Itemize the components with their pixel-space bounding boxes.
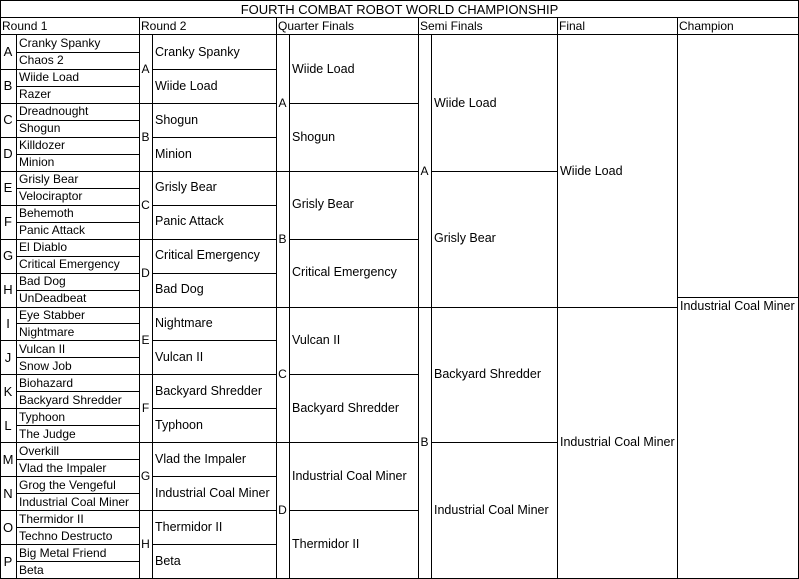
round1-group-label: J xyxy=(4,349,12,365)
quarter-final-robot-name: Backyard Shredder xyxy=(292,401,400,416)
round1-row-divider xyxy=(16,561,139,562)
round1-group-divider xyxy=(0,239,16,240)
quarter-final-row-divider xyxy=(289,171,418,172)
round2-row-divider xyxy=(152,374,276,375)
round1-row-divider xyxy=(16,69,139,70)
quarter-final-group-divider xyxy=(276,171,289,172)
quarter-final-robot-name: Thermidor II xyxy=(292,536,360,551)
column-header-2: Round 2 xyxy=(141,19,187,33)
round1-row-divider xyxy=(16,120,139,121)
round1-group-label: G xyxy=(2,248,14,264)
semi-final-group-divider xyxy=(418,307,431,308)
round1-robot-name: Grisly Bear xyxy=(19,172,79,187)
round1-group-divider xyxy=(0,103,16,104)
round1-row-divider xyxy=(16,408,139,409)
quarter-final-group-label: A xyxy=(278,95,287,110)
round1-group-divider xyxy=(0,273,16,274)
round1-row-divider xyxy=(16,442,139,443)
round1-row-divider xyxy=(16,171,139,172)
round2-robot-name: Thermidor II xyxy=(155,519,223,534)
quarter-final-group-label: B xyxy=(278,231,287,246)
round1-row-divider xyxy=(16,205,139,206)
semi-final-robot-name: Wiide Load xyxy=(434,95,497,110)
round1-group-divider xyxy=(0,476,16,477)
semi-final-robot-name: Grisly Bear xyxy=(434,231,496,246)
round1-group-divider xyxy=(0,205,16,206)
round2-robot-name: Bad Dog xyxy=(155,282,204,297)
round1-row-divider xyxy=(16,52,139,53)
round1-robot-name: Snow Job xyxy=(19,358,72,373)
round1-robot-name: Nightmare xyxy=(19,324,75,339)
final-divider xyxy=(557,307,677,308)
round1-row-divider xyxy=(16,154,139,155)
semi-final-robot-name: Backyard Shredder xyxy=(434,367,542,382)
round1-group-divider xyxy=(0,171,16,172)
round2-robot-name: Critical Emergency xyxy=(155,248,260,263)
final-robot-name: Wiide Load xyxy=(560,163,623,178)
round1-row-divider xyxy=(16,357,139,358)
round1-group-label: K xyxy=(3,383,13,399)
round2-row-divider xyxy=(152,205,276,206)
round1-row-divider xyxy=(16,290,139,291)
round1-robot-name: Thermidor II xyxy=(19,511,84,526)
round2-row-divider xyxy=(152,171,276,172)
round1-group-label: L xyxy=(4,417,12,433)
round1-robot-name: Vlad the Impaler xyxy=(19,460,107,475)
round2-group-label: E xyxy=(141,333,150,348)
round2-robot-name: Minion xyxy=(155,146,192,161)
round1-robot-name: Dreadnought xyxy=(19,104,89,119)
round2-row-divider xyxy=(152,510,276,511)
round1-row-divider xyxy=(16,239,139,240)
round2-row-divider xyxy=(152,476,276,477)
round1-row-divider xyxy=(16,307,139,308)
round1-group-label: P xyxy=(3,553,13,569)
quarter-final-group-divider xyxy=(276,442,289,443)
quarter-final-group-label: D xyxy=(278,503,287,518)
quarter-final-row-divider xyxy=(289,103,418,104)
quarter-final-row-divider xyxy=(289,374,418,375)
round1-row-divider xyxy=(16,222,139,223)
round1-group-divider xyxy=(0,544,16,545)
semi-final-row-divider xyxy=(431,442,557,443)
round1-group-label: M xyxy=(2,451,14,467)
round1-robot-name: Killdozer xyxy=(19,138,66,153)
frame-top xyxy=(0,0,799,1)
column-header-3: Quarter Finals xyxy=(278,19,355,33)
round1-robot-name: Minion xyxy=(19,155,55,170)
round1-robot-name: Grog the Vengeful xyxy=(19,477,116,492)
round2-robot-name: Panic Attack xyxy=(155,214,224,229)
round1-robot-name: Cranky Spanky xyxy=(19,36,101,51)
round2-robot-name: Industrial Coal Miner xyxy=(155,485,270,500)
round2-robot-name: Wiide Load xyxy=(155,78,218,93)
round2-robot-name: Vulcan II xyxy=(155,350,204,365)
round2-robot-name: Grisly Bear xyxy=(155,180,217,195)
round1-robot-name: Big Metal Friend xyxy=(19,545,107,560)
round1-robot-name: Velociraptor xyxy=(19,189,83,204)
round2-row-divider xyxy=(152,408,276,409)
round1-group-divider xyxy=(0,408,16,409)
round1-robot-name: Beta xyxy=(19,562,44,577)
round1-row-divider xyxy=(16,425,139,426)
round2-group-divider xyxy=(139,103,152,104)
quarter-final-row-divider xyxy=(289,442,418,443)
round2-row-divider xyxy=(152,69,276,70)
round2-row-divider xyxy=(152,340,276,341)
round1-row-divider xyxy=(16,459,139,460)
round1-group-divider xyxy=(0,340,16,341)
round1-group-label: B xyxy=(3,78,13,94)
round1-robot-name: Critical Emergency xyxy=(19,257,120,272)
round2-group-divider xyxy=(139,510,152,511)
round2-robot-name: Beta xyxy=(155,553,181,568)
round2-group-divider xyxy=(139,307,152,308)
champion-divider-upper xyxy=(677,297,799,298)
column-header-1: Round 1 xyxy=(2,19,48,33)
semi-final-group-label: A xyxy=(420,163,429,178)
column-header-4: Semi Finals xyxy=(420,19,483,33)
round1-group-divider xyxy=(0,69,16,70)
round1-robot-name: Bad Dog xyxy=(19,274,66,289)
round2-group-divider xyxy=(139,374,152,375)
round2-robot-name: Backyard Shredder xyxy=(155,384,263,399)
round1-robot-name: Shogun xyxy=(19,121,61,136)
quarter-final-row-divider xyxy=(289,239,418,240)
round1-row-divider xyxy=(16,340,139,341)
round1-row-divider xyxy=(16,86,139,87)
round1-group-label: O xyxy=(2,519,14,535)
round1-group-divider xyxy=(0,307,16,308)
quarter-final-robot-name: Vulcan II xyxy=(292,333,341,348)
column-header-6: Champion xyxy=(679,19,734,33)
round2-row-divider xyxy=(152,544,276,545)
round2-row-divider xyxy=(152,137,276,138)
quarter-final-group-label: C xyxy=(278,367,287,382)
round2-row-divider xyxy=(152,273,276,274)
quarter-final-robot-name: Grisly Bear xyxy=(292,197,354,212)
round1-row-divider xyxy=(16,103,139,104)
final-robot-name: Industrial Coal Miner xyxy=(560,435,675,449)
round2-robot-name: Nightmare xyxy=(155,316,213,331)
round1-row-divider xyxy=(16,527,139,528)
round1-robot-name: Typhoon xyxy=(19,409,66,424)
round1-row-divider xyxy=(16,137,139,138)
round1-group-label: H xyxy=(3,282,13,298)
round1-row-divider xyxy=(16,273,139,274)
round2-group-label: F xyxy=(141,401,150,416)
quarter-final-row-divider xyxy=(289,510,418,511)
round1-robot-name: Chaos 2 xyxy=(19,53,64,68)
round1-row-divider xyxy=(16,476,139,477)
round1-row-divider xyxy=(16,391,139,392)
round1-robot-name: Razer xyxy=(19,87,52,102)
round1-robot-name: Techno Destructo xyxy=(19,528,113,543)
round2-row-divider xyxy=(152,103,276,104)
round2-group-label: A xyxy=(141,61,150,76)
round1-group-label: I xyxy=(6,315,10,331)
round1-group-label: F xyxy=(4,214,12,230)
round2-robot-name: Typhoon xyxy=(155,418,203,433)
round1-group-label: D xyxy=(3,146,13,162)
round1-group-label: C xyxy=(3,112,13,128)
quarter-final-group-divider xyxy=(276,307,289,308)
quarter-final-robot-name: Critical Emergency xyxy=(292,265,397,280)
round2-group-label: H xyxy=(141,537,150,552)
round1-robot-name: UnDeadbeat xyxy=(19,291,87,306)
round2-row-divider xyxy=(152,239,276,240)
round1-robot-name: Overkill xyxy=(19,443,60,458)
round1-robot-name: Behemoth xyxy=(19,206,74,221)
round1-row-divider xyxy=(16,323,139,324)
round1-row-divider xyxy=(16,188,139,189)
round1-robot-name: The Judge xyxy=(19,426,76,441)
quarter-final-robot-name: Shogun xyxy=(292,129,336,144)
round2-group-divider xyxy=(139,171,152,172)
quarter-final-robot-name: Wiide Load xyxy=(292,61,355,76)
round2-group-label: D xyxy=(141,265,150,280)
round1-group-label: E xyxy=(3,180,13,196)
semi-final-row-divider xyxy=(431,171,557,172)
round2-row-divider xyxy=(152,442,276,443)
round1-row-divider xyxy=(16,374,139,375)
round2-robot-name: Vlad the Impaler xyxy=(155,451,247,466)
round1-group-label: A xyxy=(3,44,13,60)
champion-name: Industrial Coal Miner xyxy=(680,299,795,314)
round1-robot-name: Backyard Shredder xyxy=(19,392,122,407)
round1-group-label: N xyxy=(3,485,13,501)
round2-robot-name: Cranky Spanky xyxy=(155,44,240,59)
quarter-final-robot-name: Industrial Coal Miner xyxy=(292,468,407,483)
round1-robot-name: Panic Attack xyxy=(19,223,86,238)
quarter-final-row-divider xyxy=(289,307,418,308)
round2-group-divider xyxy=(139,442,152,443)
round2-group-label: B xyxy=(141,129,150,144)
round1-robot-name: Industrial Coal Miner xyxy=(19,494,130,509)
round1-row-divider xyxy=(16,256,139,257)
round1-robot-name: El Diablo xyxy=(19,240,68,255)
round2-group-label: G xyxy=(140,469,151,484)
round1-row-divider xyxy=(16,510,139,511)
column-header-5: Final xyxy=(559,19,586,33)
round1-row-divider xyxy=(16,544,139,545)
round1-robot-name: Biohazard xyxy=(19,375,74,390)
round2-robot-name: Shogun xyxy=(155,112,199,127)
round2-row-divider xyxy=(152,307,276,308)
semi-final-row-divider xyxy=(431,307,557,308)
round2-group-label: C xyxy=(141,197,150,212)
semi-final-group-label: B xyxy=(420,435,429,450)
round1-robot-name: Eye Stabber xyxy=(19,307,86,322)
round1-group-divider xyxy=(0,137,16,138)
semi-final-robot-name: Industrial Coal Miner xyxy=(434,502,549,517)
round1-group-divider xyxy=(0,442,16,443)
round2-group-divider xyxy=(139,239,152,240)
round1-robot-name: Wiide Load xyxy=(19,70,80,85)
round1-row-divider xyxy=(16,493,139,494)
round1-group-divider xyxy=(0,374,16,375)
round1-robot-name: Vulcan II xyxy=(19,341,66,356)
bracket-title: FOURTH COMBAT ROBOT WORLD CHAMPIONSHIP xyxy=(240,1,559,17)
round1-group-divider xyxy=(0,510,16,511)
